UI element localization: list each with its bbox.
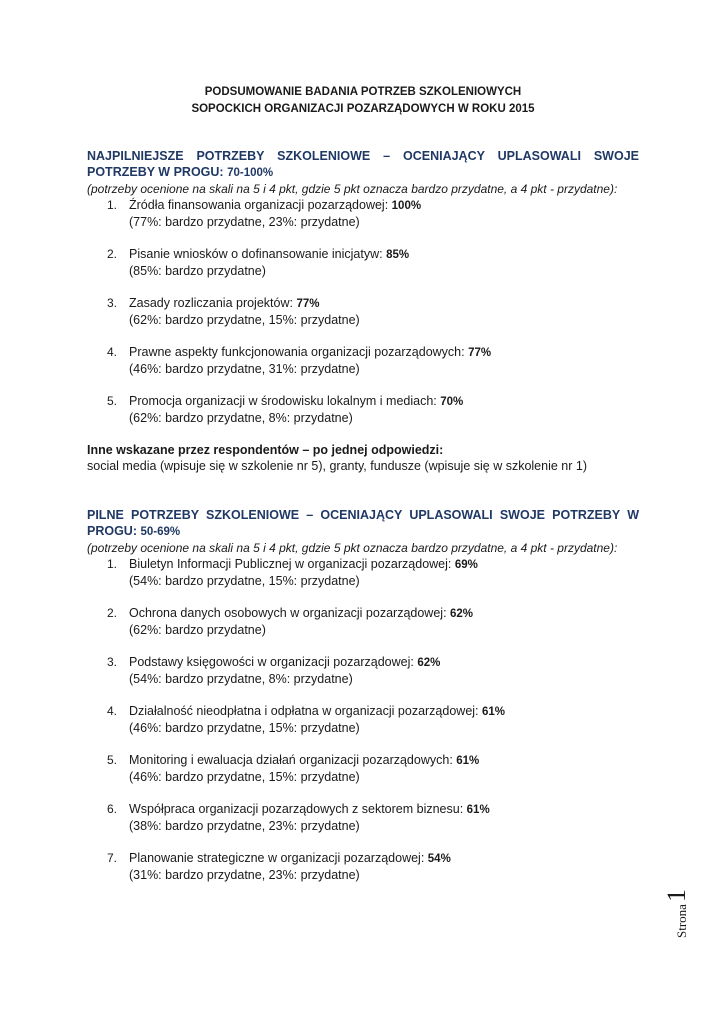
item-number: 5. <box>107 394 118 408</box>
other-answers-text: social media (wpisuje się w szkolenie nr 5), granty, fundusze (wpisuje się w szkolenie nr 1) <box>87 459 587 473</box>
section-1-note: (potrzeby ocenione na skali na 5 i 4 pkt, gdzie 5 pkt oznacza bardzo przydatne, a 4 pkt - przydatne): <box>87 182 618 196</box>
item-value: 100% <box>391 200 422 212</box>
page-number: 1 <box>662 889 691 903</box>
list-item <box>87 393 639 426</box>
item-detail: (31%: bardzo przydatne, 23%: przydatne) <box>129 868 360 882</box>
item-detail: (62%: bardzo przydatne, 15%: przydatne) <box>129 313 360 327</box>
item-text: Źródła finansowania organizacji pozarządowej: <box>129 198 392 212</box>
section-2-note: (potrzeby ocenione na skali na 5 i 4 pkt, gdzie 5 pkt oznacza bardzo przydatne, a 4 pkt - przydatne): <box>87 541 618 555</box>
item-value: 61% <box>456 755 480 767</box>
item-number: 1. <box>107 198 118 212</box>
other-answers-heading: Inne wskazane przez respondentów – po jednej odpowiedzi: <box>87 443 444 457</box>
item-text: Ochrona danych osobowych w organizacji pozarządowej: <box>129 606 451 620</box>
item-number: 7. <box>107 851 118 865</box>
item-detail: (77%: bardzo przydatne, 23%: przydatne) <box>129 215 360 229</box>
item-detail: (85%: bardzo przydatne) <box>129 264 266 278</box>
item-detail: (54%: bardzo przydatne, 15%: przydatne) <box>129 574 360 588</box>
item-value: 69% <box>454 559 478 571</box>
section-1-heading <box>87 148 639 181</box>
item-value: 85% <box>386 249 410 261</box>
item-text: Promocja organizacji w środowisku lokalnym i mediach: <box>129 394 441 408</box>
item-number: 6. <box>107 802 118 816</box>
section-2-range: 50-69% <box>140 526 181 538</box>
item-value: 77% <box>296 298 320 310</box>
document-page <box>87 84 639 883</box>
item-detail: (62%: bardzo przydatne) <box>129 623 266 637</box>
section-2-list <box>87 556 639 883</box>
item-number: 5. <box>107 753 118 767</box>
item-number: 2. <box>107 606 118 620</box>
list-item <box>87 197 639 230</box>
page-number-block <box>664 889 690 938</box>
item-value: 70% <box>440 396 464 408</box>
list-item <box>87 605 639 638</box>
item-number: 4. <box>107 704 118 718</box>
item-text: Pisanie wniosków o dofinansowanie inicjatyw: <box>129 247 387 261</box>
section-1-heading-text: NAJPILNIEJSZE POTRZEBY SZKOLENIOWE – OCENIAJĄCY UPLASOWALI SWOJE POTRZEBY W PROGU: <box>87 149 639 179</box>
item-value: 54% <box>427 853 451 865</box>
section-urgent-needs <box>87 148 639 474</box>
page-footer <box>664 868 694 938</box>
list-item <box>87 703 639 736</box>
item-value: 77% <box>468 347 492 359</box>
item-number: 4. <box>107 345 118 359</box>
list-item <box>87 752 639 785</box>
item-number: 3. <box>107 655 118 669</box>
item-detail: (46%: bardzo przydatne, 15%: przydatne) <box>129 770 360 784</box>
item-number: 2. <box>107 247 118 261</box>
list-item <box>87 295 639 328</box>
list-item <box>87 344 639 377</box>
item-text: Podstawy księgowości w organizacji pozarządowej: <box>129 655 418 669</box>
item-text: Działalność nieodpłatna i odpłatna w organizacji pozarządowej: <box>129 704 482 718</box>
item-value: 61% <box>482 706 506 718</box>
item-text: Prawne aspekty funkcjonowania organizacji pozarządowych: <box>129 345 469 359</box>
item-detail: (62%: bardzo przydatne, 8%: przydatne) <box>129 411 353 425</box>
item-text: Monitoring i ewaluacja działań organizacji pozarządowych: <box>129 753 457 767</box>
section-1-range: 70-100% <box>227 167 274 179</box>
list-item <box>87 801 639 834</box>
item-number: 3. <box>107 296 118 310</box>
item-detail: (46%: bardzo przydatne, 15%: przydatne) <box>129 721 360 735</box>
item-value: 62% <box>417 657 441 669</box>
item-text: Planowanie strategiczne w organizacji pozarządowej: <box>129 851 428 865</box>
item-number: 1. <box>107 557 118 571</box>
item-detail: (38%: bardzo przydatne, 23%: przydatne) <box>129 819 360 833</box>
list-item <box>87 850 639 883</box>
list-item <box>87 654 639 687</box>
list-item <box>87 556 639 589</box>
document-title <box>87 84 639 118</box>
section-2-heading <box>87 507 639 540</box>
item-text: Biuletyn Informacji Publicznej w organizacji pozarządowej: <box>129 557 455 571</box>
item-text: Zasady rozliczania projektów: <box>129 296 297 310</box>
title-line-2: SOPOCKICH ORGANIZACJI POZARZĄDOWYCH W ROKU 2015 <box>191 103 535 115</box>
page-label: Strona <box>674 904 689 938</box>
item-detail: (54%: bardzo przydatne, 8%: przydatne) <box>129 672 353 686</box>
section-1-list <box>87 197 639 426</box>
section-2-heading-text: PILNE POTRZEBY SZKOLENIOWE – OCENIAJĄCY UPLASOWALI SWOJE POTRZEBY W PROGU: <box>87 508 639 538</box>
item-value: 62% <box>450 608 474 620</box>
list-item <box>87 246 639 279</box>
item-value: 61% <box>466 804 490 816</box>
title-line-1: PODSUMOWANIE BADANIA POTRZEB SZKOLENIOWYCH <box>204 86 522 98</box>
section-important-needs <box>87 507 639 883</box>
item-detail: (46%: bardzo przydatne, 31%: przydatne) <box>129 362 360 376</box>
item-text: Współpraca organizacji pozarządowych z sektorem biznesu: <box>129 802 467 816</box>
